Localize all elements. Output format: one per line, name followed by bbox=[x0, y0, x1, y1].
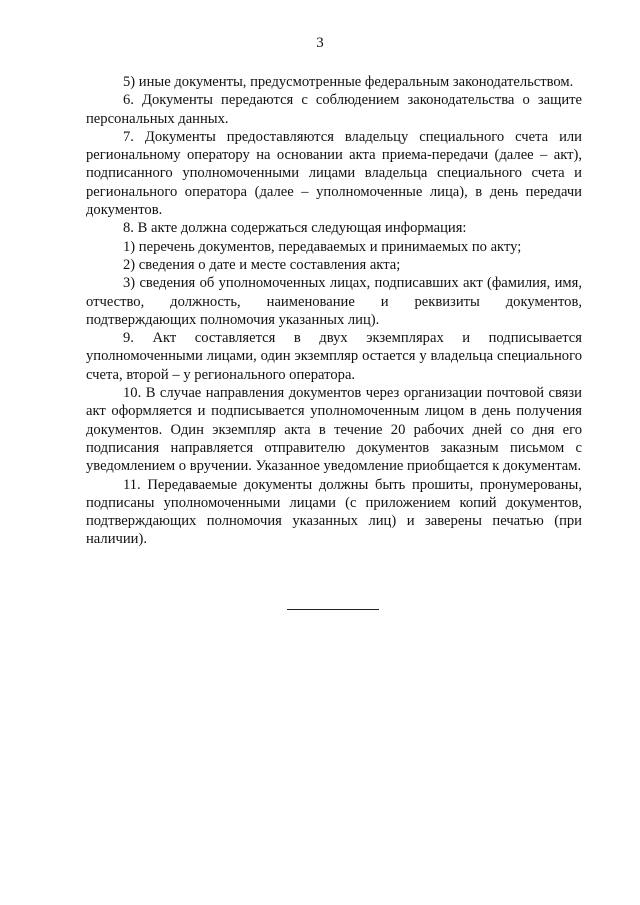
page-number: 3 bbox=[316, 35, 324, 51]
paragraph-8-item-2: 2) сведения о дате и месте составления акта; bbox=[123, 256, 401, 273]
paragraph-10-postal-delivery: 10. В случае направления документов через организации почтовой связи акт оформляется и подписывается уполномоченным лицом в день получения документов. Один экземпляр акта в течение 20 рабочих дней со дня его подписания направляется отправителю документов заказным письмом с уведомлением о вручении. Указанное уведомление приобщается к документам. bbox=[86, 385, 582, 475]
closing-divider-line bbox=[287, 609, 379, 610]
paragraph-11-document-binding: 11. Передаваемые документы должны быть прошиты, пронумерованы, подписаны уполномоченными лицами (с приложением копий документов, подтверждающих полномочия указанных лиц) и заверены печатью (при наличии). bbox=[86, 476, 582, 548]
paragraph-8-act-contents: 8. В акте должна содержаться следующая информация: bbox=[123, 220, 467, 237]
paragraph-7-provision-of-documents: 7. Документы предоставляются владельцу специального счета или региональному оператору на основании акта приема-передачи (далее – акт), подписанного уполномоченными лицами владельца специального счета и регионального оператора (далее – уполномоченные лица), в день передачи документов. bbox=[86, 128, 582, 219]
document-body bbox=[86, 73, 582, 549]
paragraph-item-5-other-documents: 5) иные документы, предусмотренные федеральным законодательством. bbox=[123, 74, 574, 90]
paragraph-9-act-copies: 9. Акт составляется в двух экземплярах и подписывается уполномоченными лицами, один экземпляр остается у владельца специального счета, второй – у регионального оператора. bbox=[86, 330, 582, 383]
paragraph-8-item-1: 1) перечень документов, передаваемых и принимаемых по акту; bbox=[123, 238, 522, 255]
paragraph-6-personal-data: 6. Документы передаются с соблюдением законодательства о защите персональных данных. bbox=[86, 92, 582, 127]
paragraph-8-item-3: 3) сведения об уполномоченных лицах, подписавших акт (фамилия, имя, отчество, должность, наименование и реквизиты документов, подтверждающих полномочия указанных лиц). bbox=[86, 275, 582, 328]
